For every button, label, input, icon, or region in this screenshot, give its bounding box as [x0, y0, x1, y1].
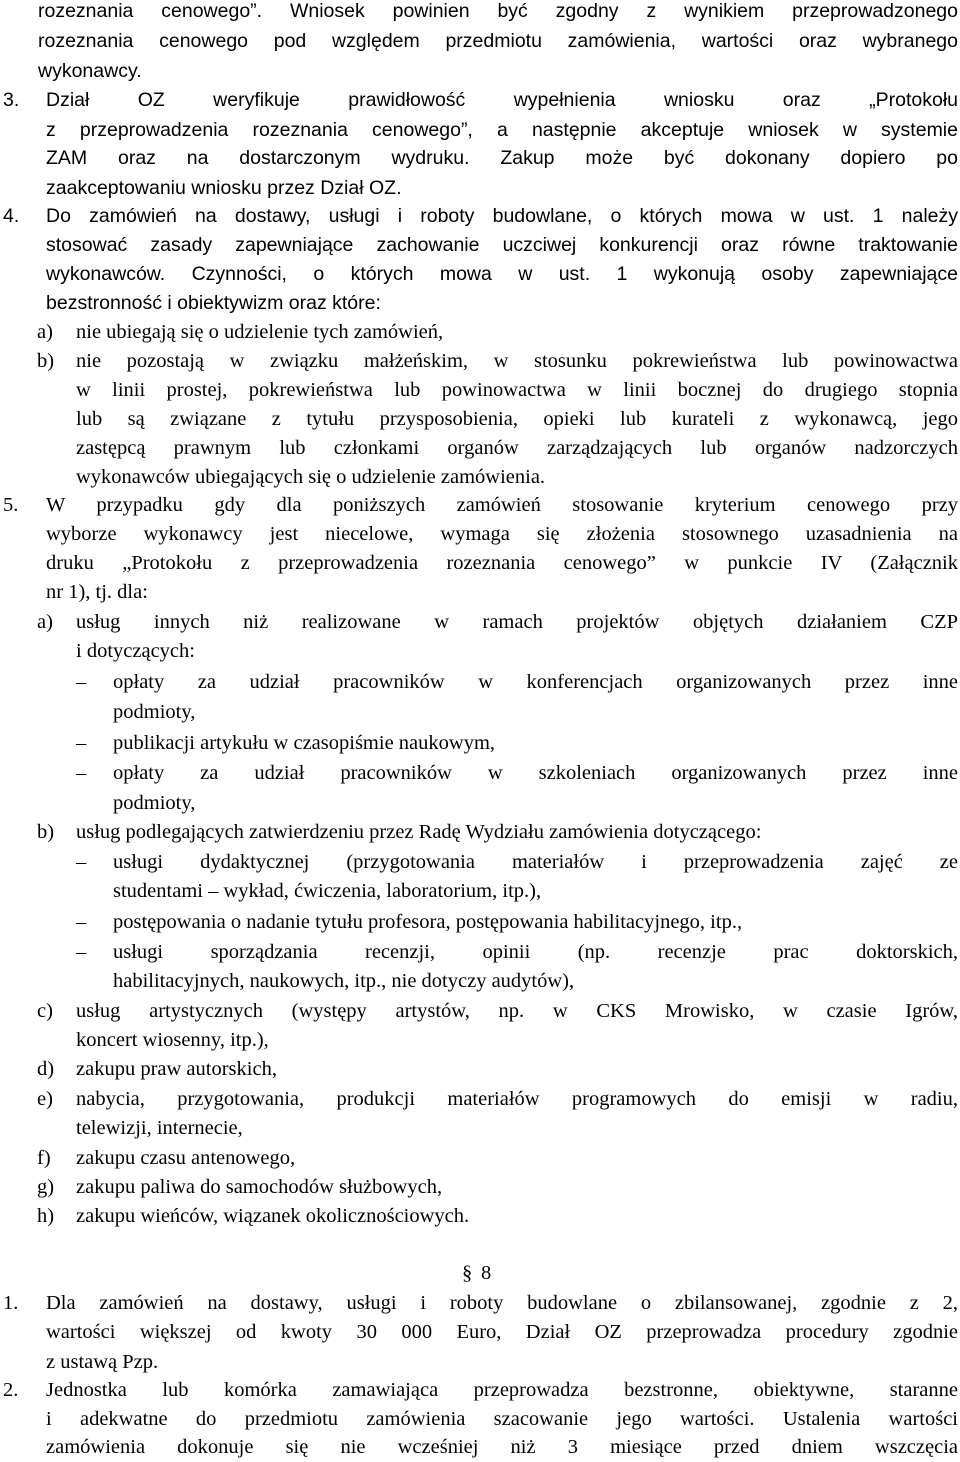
text-line [0, 577, 960, 607]
text-line [0, 201, 960, 231]
text-line [0, 636, 960, 666]
section-sign-icon: § [462, 1262, 473, 1284]
list-marker: – [76, 762, 87, 784]
line-text: wykonawcy. [38, 60, 142, 82]
text-line [0, 966, 960, 996]
list-marker: a) [37, 321, 53, 343]
list-marker: – [76, 851, 87, 873]
text-line [0, 26, 960, 56]
list-marker: h) [37, 1205, 55, 1227]
list-marker: b) [37, 821, 55, 843]
text-line [0, 317, 960, 347]
list-marker: c) [37, 1000, 53, 1022]
text-line [0, 1054, 960, 1084]
list-marker: 2. [3, 1379, 19, 1401]
line-text: usługi sporządzania recenzji, opinii (np. recenzje prac doktorskich, [113, 941, 958, 963]
text-line [0, 667, 960, 697]
text-line [0, 56, 960, 86]
section-heading [0, 1258, 960, 1288]
text-line [0, 996, 960, 1026]
text-line [0, 346, 960, 376]
line-text: nr 1), tj. dla: [46, 581, 148, 603]
text-line [0, 1084, 960, 1114]
text-line [0, 1201, 960, 1231]
list-marker: 3. [3, 89, 20, 111]
line-text: usług innych niż realizowane w ramach projektów objętych działaniem CZP [76, 611, 958, 633]
line-text: W przypadku gdy dla poniższych zamówień stosowanie kryterium cenowego przy [46, 494, 958, 516]
list-marker: 1. [3, 1292, 19, 1314]
text-line [0, 0, 960, 26]
line-text: Dział OZ weryfikuje prawidłowość wypełnienia wniosku oraz „Protokołu [46, 89, 958, 111]
text-line [0, 1317, 960, 1347]
list-marker: – [76, 671, 87, 693]
text-line [0, 288, 960, 318]
text-line [0, 758, 960, 788]
line-text: nie ubiegają się o udzielenie tych zamówień, [76, 321, 444, 343]
line-text: opłaty za udział pracowników w konferencjach organizowanych przez inne [113, 671, 958, 693]
line-text: zaakceptowaniu wniosku przez Dział OZ. [46, 177, 402, 199]
text-line [0, 607, 960, 637]
line-text: druku „Protokołu z przeprowadzenia rozeznania cenowego” w punkcie IV (Załącznik [46, 552, 958, 574]
list-marker: e) [37, 1088, 53, 1110]
line-text: usług artystycznych (występy artystów, np. w CKS Mrowisko, w czasie Igrów, [76, 1000, 958, 1022]
list-marker: d) [37, 1058, 55, 1080]
line-text: postępowania o nadanie tytułu profesora, postępowania habilitacyjnego, itp., [113, 911, 743, 933]
line-text: Do zamówień na dostawy, usługi i roboty budowlane, o których mowa w ust. 1 należy [46, 205, 958, 227]
text-line [0, 697, 960, 727]
text-line [0, 1143, 960, 1173]
line-text: wykonawców ubiegających się o udzielenie zamówienia. [76, 466, 546, 488]
text-line [0, 433, 960, 463]
line-text: usługi dydaktycznej (przygotowania materiałów i przeprowadzenia zajęć ze [113, 851, 958, 873]
line-text: z ustawą Pzp. [46, 1351, 159, 1373]
list-marker: 5. [3, 494, 19, 516]
line-text: zakupu paliwa do samochodów służbowych, [76, 1176, 443, 1198]
list-marker: a) [37, 611, 53, 633]
text-line [0, 876, 960, 906]
line-text: nabycia, przygotowania, produkcji materiałów programowych do emisji w radiu, [76, 1088, 958, 1110]
text-line [0, 1404, 960, 1434]
line-text: rozeznania cenowego”. Wniosek powinien być zgodny z wynikiem przeprowadzonego [38, 0, 958, 22]
line-text: telewizji, internecie, [76, 1117, 243, 1139]
line-text: podmioty, [113, 701, 196, 723]
text-line [0, 1025, 960, 1055]
line-text: z przeprowadzenia rozeznania cenowego”, a następnie akceptuje wniosek w systemie [46, 119, 958, 141]
text-line [0, 375, 960, 405]
text-line [0, 1172, 960, 1202]
list-marker: g) [37, 1176, 55, 1198]
text-line [0, 817, 960, 847]
text-line [0, 1288, 960, 1318]
list-marker: – [76, 941, 87, 963]
line-text: Dla zamówień na dostawy, usługi i roboty budowlane o zbilansowanej, zgodnie z 2, [46, 1292, 958, 1314]
line-text: studentami – wykład, ćwiczenia, laboratorium, itp.), [113, 880, 542, 902]
line-text: ZAM oraz na dostarczonym wydruku. Zakup może być dokonany dopiero po [46, 147, 958, 169]
text-line [0, 548, 960, 578]
text-line [0, 519, 960, 549]
line-text: lub są związane z tytułu przysposobienia, opieki lub kurateli z wykonawcą, jego [76, 408, 958, 430]
list-marker: 4. [3, 205, 20, 227]
text-line [0, 230, 960, 260]
list-marker: b) [37, 350, 55, 372]
list-marker: – [76, 911, 87, 933]
line-text: habilitacyjnych, naukowych, itp., nie dotyczy audytów), [113, 970, 575, 992]
text-line [0, 1375, 960, 1405]
line-text: zakupu wieńców, wiązanek okolicznościowych. [76, 1205, 470, 1227]
line-text: podmioty, [113, 792, 196, 814]
line-text: nie pozostają w związku małżeńskim, w stosunku pokrewieństwa lub powinowactwa [76, 350, 958, 372]
text-line [0, 847, 960, 877]
text-line [0, 259, 960, 289]
line-text: rozeznania cenowego pod względem przedmiotu zamówienia, wartości oraz wybranego [38, 30, 958, 52]
line-text: koncert wiosenny, itp.), [76, 1029, 269, 1051]
text-line [0, 490, 960, 520]
text-line [0, 1432, 960, 1462]
text-line [0, 937, 960, 967]
text-line [0, 728, 960, 758]
line-text: stosować zasady zapewniające zachowanie uczciwej konkurencji oraz równe traktowanie [46, 234, 958, 256]
text-line [0, 143, 960, 173]
line-text: zamówienia dokonuje się nie wcześniej niż 3 miesiące przed dniem wszczęcia [46, 1436, 958, 1458]
text-line [0, 85, 960, 115]
line-text: bezstronność i obiektywizm oraz które: [46, 292, 381, 314]
list-marker: – [76, 732, 87, 754]
list-marker: f) [37, 1147, 51, 1169]
line-text: wykonawców. Czynności, o których mowa w ust. 1 wykonują osoby zapewniające [46, 263, 958, 285]
line-text: i dotyczących: [76, 640, 195, 662]
text-line [0, 173, 960, 203]
line-text: zakupu czasu antenowego, [76, 1147, 296, 1169]
section-number: 8 [481, 1262, 492, 1284]
line-text: opłaty za udział pracowników w szkoleniach organizowanych przez inne [113, 762, 958, 784]
line-text: w linii prostej, pokrewieństwa lub powinowactwa w linii bocznej do drugiego stopnia [76, 379, 958, 401]
text-line [0, 462, 960, 492]
line-text: wyborze wykonawcy jest niecelowe, wymaga się złożenia stosownego uzasadnienia na [46, 523, 958, 545]
line-text: usług podlegających zatwierdzeniu przez Radę Wydziału zamówienia dotyczącego: [76, 821, 762, 843]
text-line [0, 788, 960, 818]
text-line [0, 1347, 960, 1377]
text-line [0, 115, 960, 145]
line-text: i adekwatne do przedmiotu zamówienia szacowanie jego wartości. Ustalenia wartości [46, 1408, 958, 1430]
line-text: publikacji artykułu w czasopiśmie naukowym, [113, 732, 496, 754]
text-line [0, 1113, 960, 1143]
line-text: zakupu praw autorskich, [76, 1058, 277, 1080]
line-text: Jednostka lub komórka zamawiająca przeprowadza bezstronne, obiektywne, staranne [46, 1379, 958, 1401]
line-text: wartości większej od kwoty 30 000 Euro, Dział OZ przeprowadza procedury zgodnie [46, 1321, 958, 1343]
line-text: zastępcą prawnym lub członkami organów zarządzających lub organów nadzorczych [76, 437, 958, 459]
text-line [0, 404, 960, 434]
text-line [0, 907, 960, 937]
